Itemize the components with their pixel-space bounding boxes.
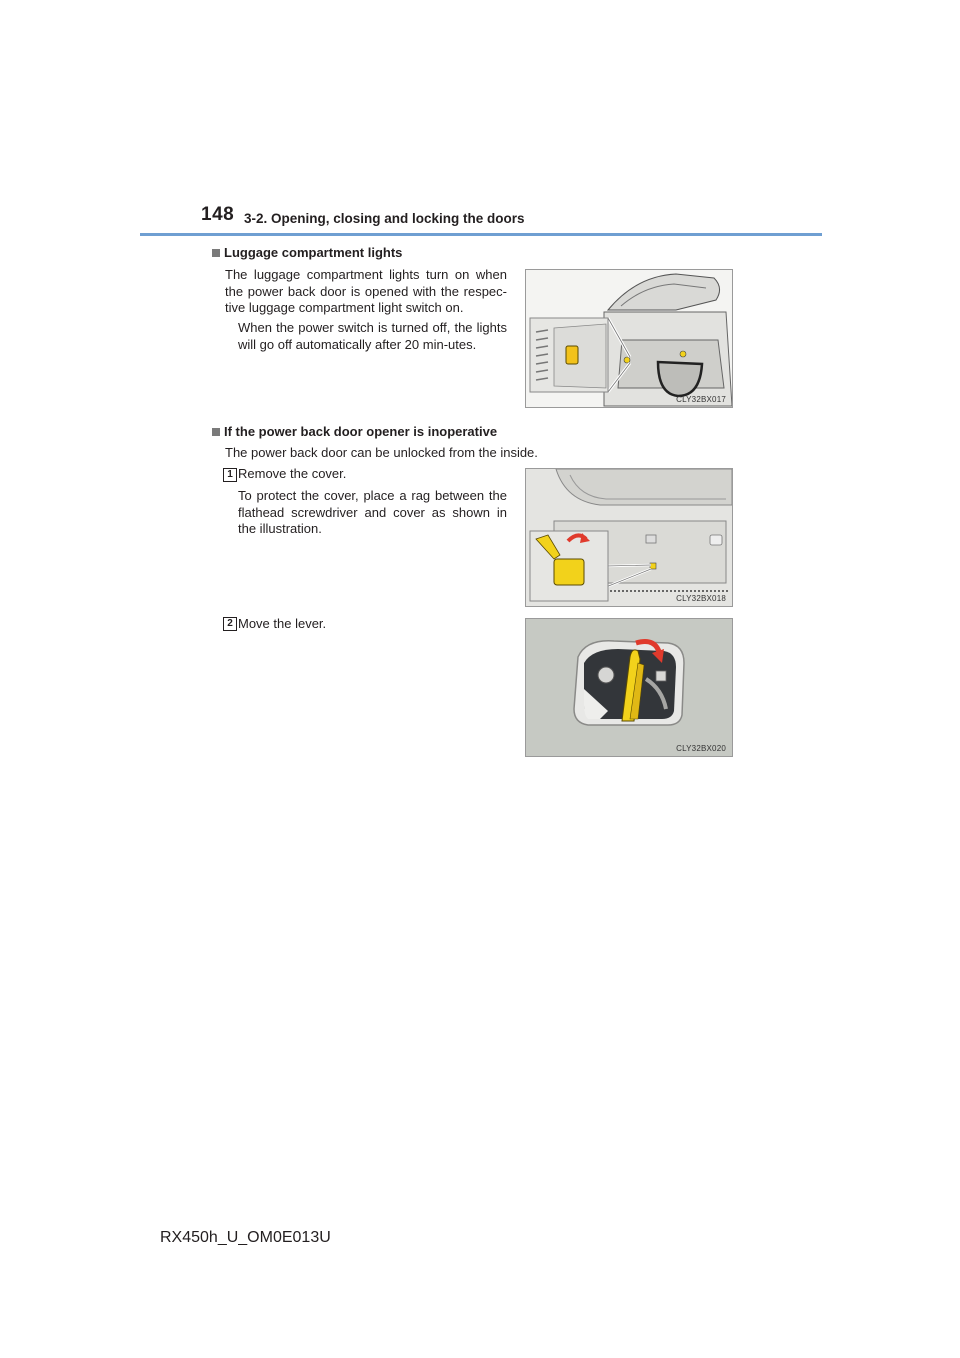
square-bullet-icon bbox=[212, 428, 220, 436]
luggage-lights-heading-text: Luggage compartment lights bbox=[224, 245, 403, 260]
opener-inoperative-intro: The power back door can be unlocked from the inside. bbox=[225, 445, 538, 460]
move-lever-illustration bbox=[525, 618, 733, 757]
header-divider bbox=[140, 233, 822, 236]
figure-code: CLY32BX020 bbox=[676, 744, 726, 753]
step-2-text: Move the lever. bbox=[238, 616, 327, 631]
step-1-detail: To protect the cover, place a rag between the flathead screwdriver and cover as shown in the illustration. bbox=[238, 488, 507, 536]
luggage-lights-illustration bbox=[525, 269, 733, 408]
square-bullet-icon bbox=[212, 249, 220, 257]
remove-cover-illustration bbox=[525, 468, 733, 607]
opener-inoperative-heading bbox=[212, 424, 497, 439]
step-2-badge: 2 bbox=[223, 617, 237, 631]
opener-inoperative-heading-text: If the power back door opener is inoperative bbox=[224, 424, 498, 439]
step-1-text: Remove the cover. bbox=[238, 466, 347, 481]
section-title: 3-2. Opening, closing and locking the doors bbox=[244, 211, 525, 226]
page-number: 148 bbox=[201, 204, 235, 225]
luggage-lights-heading bbox=[212, 245, 402, 260]
step-1-badge: 1 bbox=[223, 468, 237, 482]
figure-code: CLY32BX017 bbox=[676, 395, 726, 404]
luggage-lights-intro: The luggage compartment lights turn on when the power back door is opened with the respec-tive luggage compartment light switch on. bbox=[225, 267, 507, 315]
model-code: RX450h_U_OM0E013U bbox=[160, 1229, 331, 1246]
figure-code: CLY32BX018 bbox=[676, 594, 726, 603]
luggage-lights-note: When the power switch is turned off, the lights will go off automatically after 20 min-utes. bbox=[238, 320, 507, 352]
